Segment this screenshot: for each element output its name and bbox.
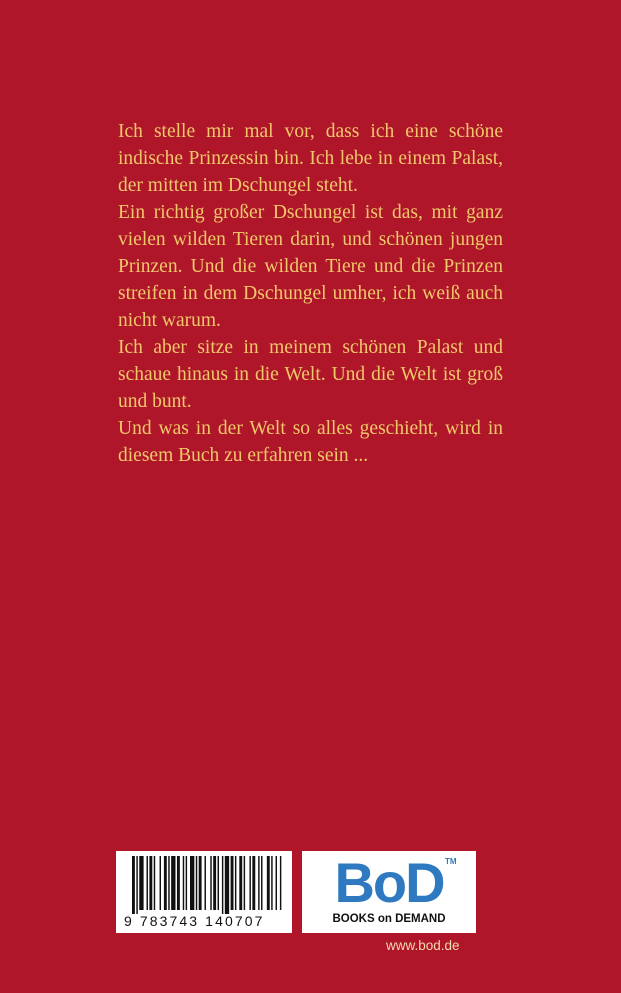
barcode-bar bbox=[244, 856, 245, 910]
barcode-bar bbox=[139, 856, 143, 910]
barcode-bar bbox=[190, 856, 194, 910]
barcode-bar bbox=[147, 856, 148, 910]
barcode-bar bbox=[168, 856, 169, 910]
barcode-bar bbox=[276, 856, 277, 910]
barcode-bar bbox=[136, 856, 137, 914]
blurb-paragraph-2: Ein richtig großer Dschungel ist das, mit ganz vielen wilden Tieren darin, und schönen jungen Prinzen. Und die wilden Tiere und die Prinzen streifen in dem Dschungel umher, ich weiß auch nicht warum. bbox=[118, 202, 503, 331]
back-cover-blurb bbox=[118, 118, 503, 469]
isbn-barcode bbox=[116, 851, 292, 933]
publisher-logo bbox=[302, 851, 476, 933]
barcode-bar bbox=[271, 856, 272, 910]
logo-tagline: BOOKS on DEMAND bbox=[332, 913, 446, 925]
barcode-bar bbox=[210, 856, 211, 910]
barcode-bar bbox=[258, 856, 259, 910]
barcode-bar bbox=[261, 856, 262, 910]
barcode-bar bbox=[213, 856, 216, 910]
barcode-bar bbox=[196, 856, 197, 910]
barcode-bar bbox=[177, 856, 180, 910]
barcode-bar bbox=[239, 856, 242, 910]
barcode-bars bbox=[116, 851, 292, 915]
barcode-bar bbox=[186, 856, 187, 910]
logo-wordmark: BoD bbox=[334, 851, 444, 914]
barcode-bar bbox=[222, 856, 223, 914]
barcode-bar bbox=[149, 856, 152, 910]
barcode-bar bbox=[132, 856, 135, 914]
barcode-bar bbox=[171, 856, 175, 910]
barcode-bar bbox=[267, 856, 270, 910]
blurb-paragraph-3: Ich aber sitze in meinem schönen Palast und schaue hinaus in die Welt. Und die Welt ist groß und bunt. bbox=[118, 337, 503, 412]
barcode-bar bbox=[183, 856, 184, 910]
barcode-bar bbox=[160, 856, 161, 910]
barcode-bar bbox=[164, 856, 167, 910]
barcode-bar bbox=[154, 856, 155, 910]
barcode-bar bbox=[199, 856, 202, 910]
barcode-bar bbox=[205, 856, 206, 910]
barcode-bar bbox=[249, 856, 250, 910]
blurb-paragraph-4: Und was in der Welt so alles geschieht, wird in diesem Buch zu erfahren sein ... bbox=[118, 418, 503, 466]
barcode-bar bbox=[252, 856, 255, 910]
publisher-url: www.bod.de bbox=[386, 938, 460, 953]
barcode-bar bbox=[218, 856, 219, 910]
barcode-bar bbox=[231, 856, 234, 910]
barcode-bar bbox=[235, 856, 236, 910]
blurb-paragraph-1: Ich stelle mir mal vor, dass ich eine schöne indische Prinzessin bin. Ich lebe in einem Palast, der mitten im Dschungel steht. bbox=[118, 121, 503, 196]
isbn-number: 9 783743 140707 bbox=[124, 913, 265, 929]
barcode-bar bbox=[280, 856, 281, 910]
barcode-bar bbox=[225, 856, 229, 914]
logo-trademark: TM bbox=[445, 857, 457, 866]
